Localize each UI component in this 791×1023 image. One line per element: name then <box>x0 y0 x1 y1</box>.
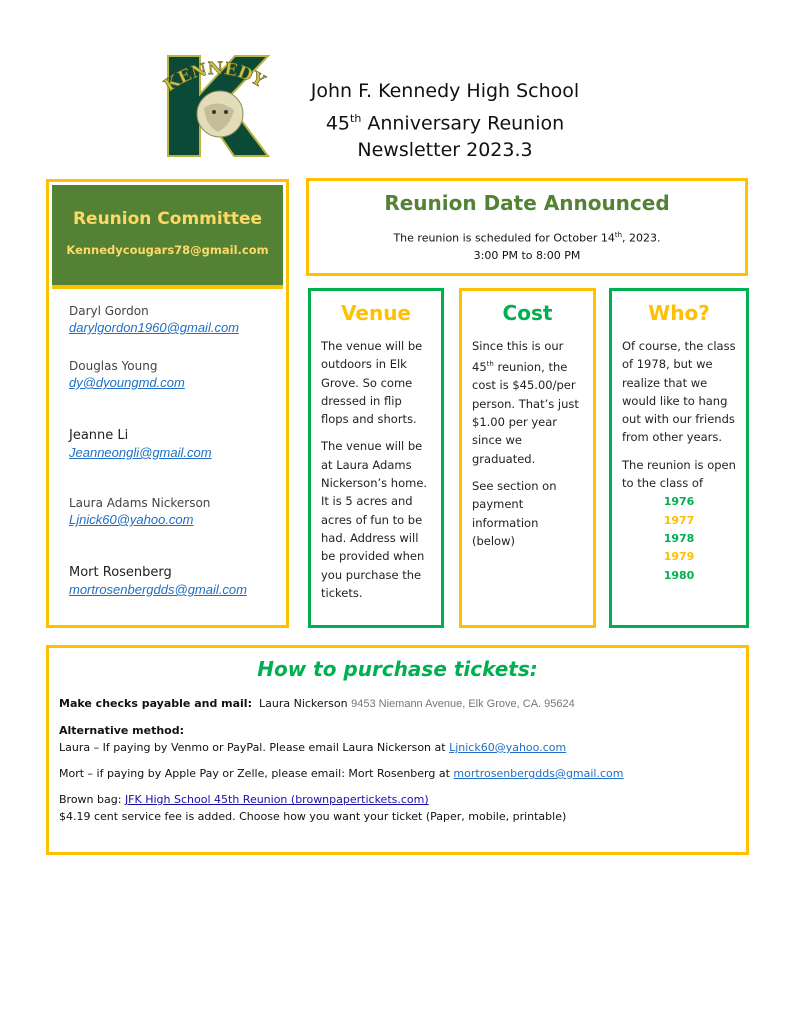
mort-payment-line <box>59 765 736 782</box>
mailing-address: 9453 Niemann Avenue, Elk Grove, CA. 95624 <box>351 698 575 710</box>
laura-payment-text: Laura – If paying by Venmo or PayPal. Please email Laura Nickerson at <box>59 741 450 754</box>
venue-paragraph-2: The venue will be at Laura Adams Nickerson’s home. It is 5 acres and acres of fun to be had. Address will be provided when you purchase the tickets. <box>321 439 428 600</box>
member-email-link[interactable]: Jeanneongli@gmail.com <box>69 445 212 460</box>
class-year: 1976 <box>663 495 695 509</box>
committee-title: Reunion Committee <box>72 209 263 229</box>
mort-email-link[interactable]: mortrosenbergdds@gmail.com <box>453 767 624 780</box>
brownpapertickets-link[interactable]: JFK High School 45th Reunion (brownpapertickets.com) <box>124 793 429 806</box>
logo-text: KENNEDY <box>160 58 268 97</box>
member-email-link[interactable]: dy@dyoungmd.com <box>69 375 185 390</box>
committee-member <box>69 304 239 335</box>
class-year: 1979 <box>663 550 695 564</box>
class-year: 1977 <box>663 513 695 527</box>
cost-title: Cost <box>502 301 553 325</box>
committee-member <box>69 428 212 460</box>
cost-text-rest: reunion, the cost is $45.00/per person. That’s just $1.00 per year since we graduated. <box>472 360 579 466</box>
committee-header <box>52 185 283 289</box>
committee-member <box>69 359 185 390</box>
school-name: John F. Kennedy High School <box>310 80 580 102</box>
date-suffix: th <box>614 231 623 239</box>
kennedy-k-logo-icon <box>160 52 275 162</box>
mort-payment-text: Mort – if paying by Apple Pay or Zelle, please email: Mort Rosenberg at <box>59 767 454 780</box>
venue-paragraph-1: The venue will be outdoors in Elk Grove. So come dressed in flip flops and shorts. <box>321 339 423 427</box>
date-text: The reunion is scheduled for October 14 <box>393 231 615 245</box>
purchase-title: How to purchase tickets: <box>257 657 538 681</box>
who-panel <box>609 288 749 628</box>
member-email-link[interactable]: darylgordon1960@gmail.com <box>69 320 240 335</box>
checks-label: Make checks payable and mail: <box>59 697 252 710</box>
venue-panel <box>308 288 444 628</box>
class-years-list <box>622 493 736 584</box>
member-name: Laura Adams Nickerson <box>69 496 211 510</box>
member-email-link[interactable]: Ljnick60@yahoo.com <box>69 512 194 527</box>
reunion-time: 3:00 PM to 8:00 PM <box>473 248 581 262</box>
date-year: , 2023. <box>622 231 661 245</box>
member-email-link[interactable]: mortrosenbergdds@gmail.com <box>69 582 247 597</box>
reunion-date <box>309 227 745 247</box>
anniversary-number: 45 <box>325 112 351 135</box>
purchase-panel <box>46 645 749 855</box>
date-announcement-box <box>306 178 748 276</box>
service-fee-line: $4.19 cent service fee is added. Choose how you want your ticket (Paper, mobile, printable) <box>59 810 567 823</box>
venue-title: Venue <box>341 301 411 325</box>
committee-member <box>69 496 210 527</box>
laura-payment-line <box>59 739 736 756</box>
committee-member <box>69 565 247 597</box>
committee-panel <box>46 179 289 628</box>
class-year: 1978 <box>663 531 695 545</box>
alternative-method-label: Alternative method: <box>59 724 185 737</box>
brown-bag-line <box>59 791 736 808</box>
brown-bag-label: Brown bag: <box>59 793 125 806</box>
who-title: Who? <box>648 301 710 325</box>
cost-panel <box>459 288 596 628</box>
checks-line <box>59 695 736 713</box>
checks-name: Laura Nickerson <box>258 697 348 710</box>
cost-suffix: th <box>486 360 494 369</box>
cost-text: Since this is our 45 <box>472 339 564 375</box>
member-name: Douglas Young <box>69 359 158 373</box>
class-year: 1980 <box>663 568 695 582</box>
member-name: Daryl Gordon <box>69 304 149 318</box>
school-logo <box>160 52 275 162</box>
newsletter-header <box>300 78 590 164</box>
cost-paragraph-1 <box>472 337 583 468</box>
cost-paragraph-2: See section on payment information (below) <box>472 478 557 548</box>
laura-email-link[interactable]: Ljnick60@yahoo.com <box>449 741 567 754</box>
member-name: Mort Rosenberg <box>69 565 172 580</box>
member-name: Jeanne Li <box>69 428 129 443</box>
anniversary-rest: Anniversary Reunion <box>361 112 565 135</box>
anniversary-suffix: th <box>350 112 362 125</box>
date-announcement-title: Reunion Date Announced <box>384 191 670 215</box>
who-paragraph-2: The reunion is open to the class of <box>622 457 736 491</box>
newsletter-number: Newsletter 2023.3 <box>357 139 533 162</box>
committee-email[interactable]: Kennedycougars78@gmail.com <box>66 243 269 257</box>
who-paragraph-1: Of course, the class of 1978, but we realize that we would like to hang out with our friends from other years. <box>622 339 736 445</box>
anniversary-title <box>300 105 590 137</box>
